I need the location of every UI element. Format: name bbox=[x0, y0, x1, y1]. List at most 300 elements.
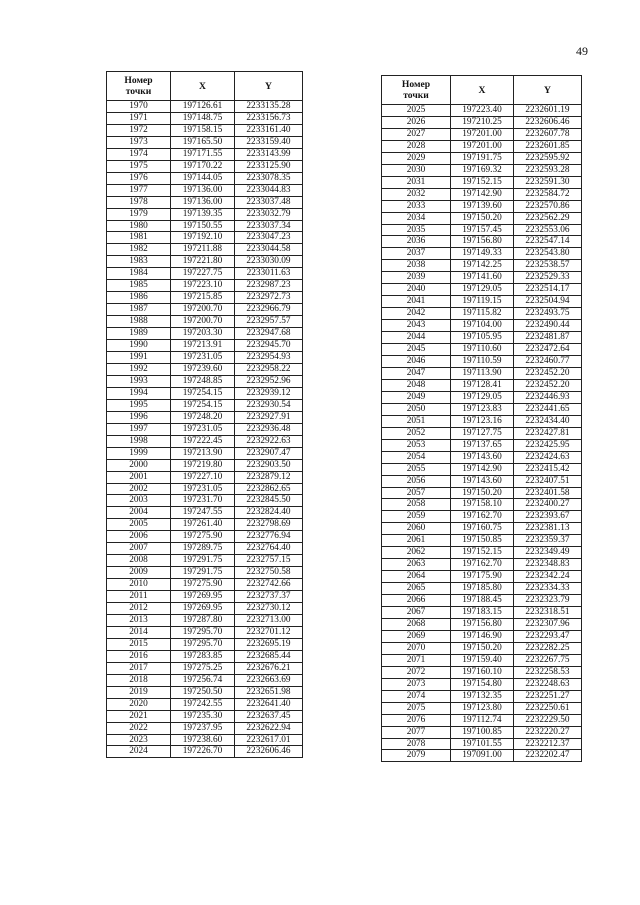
cell-y: 2232282.25 bbox=[514, 642, 582, 654]
cell-x: 197150.20 bbox=[451, 212, 514, 224]
cell-point-number: 1990 bbox=[107, 340, 171, 352]
cell-point-number: 2078 bbox=[382, 738, 451, 750]
cell-x: 197211.88 bbox=[171, 244, 235, 256]
table-row bbox=[107, 734, 303, 746]
table-row bbox=[382, 750, 582, 762]
table-row bbox=[382, 678, 582, 690]
cell-x: 197295.70 bbox=[171, 638, 235, 650]
cell-y: 2232776.94 bbox=[235, 531, 303, 543]
cell-x: 197248.85 bbox=[171, 375, 235, 387]
cell-x: 197283.85 bbox=[171, 650, 235, 662]
cell-point-number: 2022 bbox=[107, 722, 171, 734]
cell-x: 197119.15 bbox=[451, 296, 514, 308]
cell-y: 2232637.45 bbox=[235, 710, 303, 722]
table-row bbox=[107, 232, 303, 244]
cell-x: 197160.75 bbox=[451, 523, 514, 535]
cell-point-number: 1977 bbox=[107, 184, 171, 196]
cell-y: 2232452.20 bbox=[514, 367, 582, 379]
table-row bbox=[107, 459, 303, 471]
header-point-number: Номер точки bbox=[107, 72, 171, 101]
cell-x: 197192.10 bbox=[171, 232, 235, 244]
cell-point-number: 1985 bbox=[107, 280, 171, 292]
cell-x: 197101.55 bbox=[451, 738, 514, 750]
cell-x: 197201.00 bbox=[451, 128, 514, 140]
cell-y: 2232425.95 bbox=[514, 439, 582, 451]
table-row bbox=[107, 746, 303, 758]
table-row bbox=[107, 626, 303, 638]
cell-y: 2232903.50 bbox=[235, 459, 303, 471]
cell-x: 197105.95 bbox=[451, 332, 514, 344]
cell-x: 197235.30 bbox=[171, 710, 235, 722]
table-row bbox=[107, 638, 303, 650]
table-row bbox=[107, 507, 303, 519]
cell-point-number: 2065 bbox=[382, 583, 451, 595]
cell-x: 197128.41 bbox=[451, 379, 514, 391]
cell-point-number: 2057 bbox=[382, 487, 451, 499]
cell-x: 197156.80 bbox=[451, 618, 514, 630]
table-row bbox=[107, 184, 303, 196]
cell-point-number: 2070 bbox=[382, 642, 451, 654]
table-row bbox=[382, 595, 582, 607]
cell-y: 2232393.67 bbox=[514, 511, 582, 523]
table-row bbox=[382, 583, 582, 595]
cell-y: 2233125.90 bbox=[235, 160, 303, 172]
cell-y: 2232427.81 bbox=[514, 427, 582, 439]
table-row bbox=[107, 268, 303, 280]
table-row bbox=[107, 698, 303, 710]
cell-x: 197158.10 bbox=[451, 499, 514, 511]
cell-point-number: 2041 bbox=[382, 296, 451, 308]
cell-x: 197256.74 bbox=[171, 674, 235, 686]
cell-point-number: 1973 bbox=[107, 136, 171, 148]
cell-point-number: 2038 bbox=[382, 260, 451, 272]
cell-x: 197175.90 bbox=[451, 571, 514, 583]
cell-y: 2232862.65 bbox=[235, 483, 303, 495]
cell-point-number: 2007 bbox=[107, 543, 171, 555]
table-row bbox=[382, 344, 582, 356]
table-row bbox=[107, 722, 303, 734]
table-row bbox=[382, 607, 582, 619]
cell-point-number: 1971 bbox=[107, 112, 171, 124]
table-row bbox=[382, 475, 582, 487]
cell-y: 2232676.21 bbox=[235, 662, 303, 674]
table-row bbox=[107, 662, 303, 674]
cell-y: 2232323.79 bbox=[514, 595, 582, 607]
cell-y: 2232622.94 bbox=[235, 722, 303, 734]
cell-point-number: 2069 bbox=[382, 630, 451, 642]
cell-y: 2232493.75 bbox=[514, 308, 582, 320]
cell-point-number: 2042 bbox=[382, 308, 451, 320]
cell-y: 2232514.17 bbox=[514, 284, 582, 296]
table-row bbox=[107, 112, 303, 124]
cell-x: 197160.10 bbox=[451, 666, 514, 678]
cell-point-number: 2003 bbox=[107, 495, 171, 507]
cell-point-number: 2043 bbox=[382, 320, 451, 332]
cell-x: 197269.95 bbox=[171, 591, 235, 603]
cell-x: 197123.16 bbox=[451, 415, 514, 427]
cell-x: 197231.05 bbox=[171, 352, 235, 364]
table-row bbox=[382, 451, 582, 463]
cell-y: 2233161.40 bbox=[235, 124, 303, 136]
cell-y: 2232543.80 bbox=[514, 248, 582, 260]
table-row bbox=[107, 256, 303, 268]
table-row bbox=[107, 363, 303, 375]
cell-point-number: 2004 bbox=[107, 507, 171, 519]
table-row bbox=[107, 471, 303, 483]
cell-x: 197162.70 bbox=[451, 511, 514, 523]
cell-point-number: 1997 bbox=[107, 423, 171, 435]
cell-x: 197291.75 bbox=[171, 555, 235, 567]
table-row bbox=[382, 320, 582, 332]
cell-point-number: 2058 bbox=[382, 499, 451, 511]
table-row bbox=[382, 738, 582, 750]
cell-point-number: 2020 bbox=[107, 698, 171, 710]
cell-point-number: 2030 bbox=[382, 164, 451, 176]
cell-point-number: 1982 bbox=[107, 244, 171, 256]
cell-x: 197200.70 bbox=[171, 316, 235, 328]
table-row bbox=[382, 415, 582, 427]
cell-x: 197152.15 bbox=[451, 176, 514, 188]
cell-y: 2232757.15 bbox=[235, 555, 303, 567]
cell-point-number: 1976 bbox=[107, 172, 171, 184]
cell-y: 2232202.47 bbox=[514, 750, 582, 762]
cell-y: 2232267.75 bbox=[514, 654, 582, 666]
cell-point-number: 1975 bbox=[107, 160, 171, 172]
table-row bbox=[107, 519, 303, 531]
cell-x: 197139.60 bbox=[451, 200, 514, 212]
cell-x: 197142.90 bbox=[451, 188, 514, 200]
cell-x: 197113.90 bbox=[451, 367, 514, 379]
table-row bbox=[382, 105, 582, 117]
table-row bbox=[107, 352, 303, 364]
cell-point-number: 2001 bbox=[107, 471, 171, 483]
cell-y: 2232595.92 bbox=[514, 152, 582, 164]
cell-point-number: 2056 bbox=[382, 475, 451, 487]
cell-point-number: 1972 bbox=[107, 124, 171, 136]
table-row bbox=[107, 160, 303, 172]
cell-y: 2232607.78 bbox=[514, 128, 582, 140]
cell-y: 2233032.79 bbox=[235, 208, 303, 220]
table-row bbox=[107, 304, 303, 316]
cell-y: 2233135.28 bbox=[235, 101, 303, 113]
table-row bbox=[107, 136, 303, 148]
cell-point-number: 2015 bbox=[107, 638, 171, 650]
cell-y: 2232460.77 bbox=[514, 356, 582, 368]
table-row bbox=[107, 483, 303, 495]
cell-point-number: 1980 bbox=[107, 220, 171, 232]
table-row bbox=[382, 367, 582, 379]
table-row bbox=[382, 523, 582, 535]
cell-x: 197239.60 bbox=[171, 363, 235, 375]
cell-y: 2232958.22 bbox=[235, 363, 303, 375]
table-row bbox=[382, 224, 582, 236]
cell-x: 197226.70 bbox=[171, 746, 235, 758]
cell-y: 2232591.30 bbox=[514, 176, 582, 188]
cell-point-number: 2035 bbox=[382, 224, 451, 236]
cell-x: 197091.00 bbox=[451, 750, 514, 762]
cell-point-number: 2032 bbox=[382, 188, 451, 200]
table-row bbox=[382, 726, 582, 738]
cell-point-number: 1986 bbox=[107, 292, 171, 304]
cell-x: 197275.25 bbox=[171, 662, 235, 674]
cell-x: 197159.40 bbox=[451, 654, 514, 666]
cell-point-number: 2079 bbox=[382, 750, 451, 762]
cell-point-number: 2033 bbox=[382, 200, 451, 212]
table-row bbox=[382, 188, 582, 200]
table-row bbox=[107, 435, 303, 447]
cell-y: 2232446.93 bbox=[514, 391, 582, 403]
cell-y: 2232606.46 bbox=[235, 746, 303, 758]
table-row bbox=[107, 531, 303, 543]
table-row bbox=[107, 244, 303, 256]
cell-point-number: 2076 bbox=[382, 714, 451, 726]
cell-point-number: 2027 bbox=[382, 128, 451, 140]
cell-y: 2232359.37 bbox=[514, 535, 582, 547]
cell-x: 197139.35 bbox=[171, 208, 235, 220]
cell-y: 2232730.12 bbox=[235, 603, 303, 615]
cell-y: 2232954.93 bbox=[235, 352, 303, 364]
cell-y: 2232601.19 bbox=[514, 105, 582, 117]
table-row bbox=[107, 375, 303, 387]
cell-x: 197231.05 bbox=[171, 423, 235, 435]
table-row bbox=[107, 280, 303, 292]
cell-x: 197148.75 bbox=[171, 112, 235, 124]
cell-x: 197227.10 bbox=[171, 471, 235, 483]
cell-y: 2232553.06 bbox=[514, 224, 582, 236]
cell-x: 197149.33 bbox=[451, 248, 514, 260]
cell-x: 197242.55 bbox=[171, 698, 235, 710]
cell-point-number: 2040 bbox=[382, 284, 451, 296]
cell-y: 2232452.20 bbox=[514, 379, 582, 391]
cell-point-number: 1989 bbox=[107, 328, 171, 340]
cell-point-number: 2014 bbox=[107, 626, 171, 638]
cell-x: 197162.70 bbox=[451, 559, 514, 571]
cell-x: 197142.90 bbox=[451, 463, 514, 475]
cell-y: 2232229.50 bbox=[514, 714, 582, 726]
cell-y: 2232407.51 bbox=[514, 475, 582, 487]
cell-x: 197110.59 bbox=[451, 356, 514, 368]
table-row bbox=[382, 487, 582, 499]
cell-x: 197150.20 bbox=[451, 642, 514, 654]
cell-x: 197129.05 bbox=[451, 391, 514, 403]
table-row bbox=[382, 463, 582, 475]
cell-point-number: 2063 bbox=[382, 559, 451, 571]
cell-x: 197191.75 bbox=[451, 152, 514, 164]
cell-x: 197261.40 bbox=[171, 519, 235, 531]
table-row bbox=[382, 571, 582, 583]
cell-point-number: 2045 bbox=[382, 344, 451, 356]
table-row bbox=[107, 340, 303, 352]
table-row bbox=[382, 547, 582, 559]
cell-y: 2232248.63 bbox=[514, 678, 582, 690]
cell-point-number: 2006 bbox=[107, 531, 171, 543]
cell-y: 2232701.12 bbox=[235, 626, 303, 638]
table-row bbox=[382, 666, 582, 678]
cell-point-number: 1993 bbox=[107, 375, 171, 387]
cell-y: 2232529.33 bbox=[514, 272, 582, 284]
cell-y: 2232907.47 bbox=[235, 447, 303, 459]
header-x: X bbox=[451, 76, 514, 105]
cell-point-number: 2052 bbox=[382, 427, 451, 439]
cell-y: 2233143.99 bbox=[235, 148, 303, 160]
table-row bbox=[107, 495, 303, 507]
cell-y: 2232424.63 bbox=[514, 451, 582, 463]
table-row bbox=[107, 614, 303, 626]
cell-x: 197126.61 bbox=[171, 101, 235, 113]
cell-point-number: 2054 bbox=[382, 451, 451, 463]
cell-y: 2232922.63 bbox=[235, 435, 303, 447]
cell-y: 2232293.47 bbox=[514, 630, 582, 642]
cell-point-number: 2025 bbox=[382, 105, 451, 117]
cell-point-number: 1996 bbox=[107, 411, 171, 423]
cell-x: 197141.60 bbox=[451, 272, 514, 284]
table-row bbox=[382, 654, 582, 666]
table-row bbox=[382, 499, 582, 511]
cell-x: 197150.55 bbox=[171, 220, 235, 232]
cell-point-number: 1991 bbox=[107, 352, 171, 364]
cell-x: 197213.90 bbox=[171, 447, 235, 459]
cell-y: 2232538.57 bbox=[514, 260, 582, 272]
cell-y: 2232879.12 bbox=[235, 471, 303, 483]
cell-point-number: 1987 bbox=[107, 304, 171, 316]
cell-point-number: 1974 bbox=[107, 148, 171, 160]
table-row bbox=[107, 148, 303, 160]
cell-point-number: 1979 bbox=[107, 208, 171, 220]
cell-y: 2232584.72 bbox=[514, 188, 582, 200]
cell-x: 197146.90 bbox=[451, 630, 514, 642]
table-row bbox=[107, 220, 303, 232]
cell-point-number: 2026 bbox=[382, 116, 451, 128]
cell-x: 197275.90 bbox=[171, 531, 235, 543]
cell-y: 2232415.42 bbox=[514, 463, 582, 475]
cell-y: 2232750.58 bbox=[235, 567, 303, 579]
cell-point-number: 2064 bbox=[382, 571, 451, 583]
cell-point-number: 2012 bbox=[107, 603, 171, 615]
table-row bbox=[107, 387, 303, 399]
cell-x: 197115.82 bbox=[451, 308, 514, 320]
cell-point-number: 2029 bbox=[382, 152, 451, 164]
cell-point-number: 2068 bbox=[382, 618, 451, 630]
cell-x: 197143.60 bbox=[451, 475, 514, 487]
cell-point-number: 2044 bbox=[382, 332, 451, 344]
cell-x: 197200.70 bbox=[171, 304, 235, 316]
cell-y: 2232504.94 bbox=[514, 296, 582, 308]
cell-y: 2232318.51 bbox=[514, 607, 582, 619]
table-row bbox=[382, 356, 582, 368]
cell-x: 197150.85 bbox=[451, 535, 514, 547]
cell-point-number: 2005 bbox=[107, 519, 171, 531]
table-row bbox=[382, 511, 582, 523]
cell-point-number: 2074 bbox=[382, 690, 451, 702]
cell-x: 197154.80 bbox=[451, 678, 514, 690]
table-row bbox=[107, 710, 303, 722]
cell-y: 2233047.23 bbox=[235, 232, 303, 244]
table-row bbox=[382, 714, 582, 726]
table-row bbox=[107, 447, 303, 459]
header-y: Y bbox=[514, 76, 582, 105]
table-row bbox=[382, 296, 582, 308]
cell-y: 2232972.73 bbox=[235, 292, 303, 304]
cell-x: 197275.90 bbox=[171, 579, 235, 591]
cell-point-number: 2049 bbox=[382, 391, 451, 403]
table-row bbox=[382, 128, 582, 140]
cell-y: 2232764.40 bbox=[235, 543, 303, 555]
cell-y: 2233030.09 bbox=[235, 256, 303, 268]
cell-point-number: 2018 bbox=[107, 674, 171, 686]
cell-y: 2233037.34 bbox=[235, 220, 303, 232]
cell-y: 2233159.40 bbox=[235, 136, 303, 148]
cell-point-number: 2048 bbox=[382, 379, 451, 391]
table-row bbox=[382, 559, 582, 571]
cell-x: 197137.65 bbox=[451, 439, 514, 451]
cell-point-number: 1988 bbox=[107, 316, 171, 328]
cell-point-number: 2039 bbox=[382, 272, 451, 284]
cell-y: 2233011.63 bbox=[235, 268, 303, 280]
table-row bbox=[382, 535, 582, 547]
table-row bbox=[107, 650, 303, 662]
cell-x: 197247.55 bbox=[171, 507, 235, 519]
cell-point-number: 2066 bbox=[382, 595, 451, 607]
cell-point-number: 2061 bbox=[382, 535, 451, 547]
table-row bbox=[382, 176, 582, 188]
cell-y: 2233037.48 bbox=[235, 196, 303, 208]
cell-y: 2232713.00 bbox=[235, 614, 303, 626]
cell-x: 197223.40 bbox=[451, 105, 514, 117]
cell-y: 2232220.27 bbox=[514, 726, 582, 738]
cell-point-number: 2028 bbox=[382, 140, 451, 152]
cell-y: 2232401.58 bbox=[514, 487, 582, 499]
cell-y: 2232490.44 bbox=[514, 320, 582, 332]
cell-y: 2232562.29 bbox=[514, 212, 582, 224]
table-row bbox=[107, 674, 303, 686]
cell-point-number: 2021 bbox=[107, 710, 171, 722]
cell-y: 2232400.27 bbox=[514, 499, 582, 511]
cell-point-number: 1981 bbox=[107, 232, 171, 244]
cell-point-number: 2067 bbox=[382, 607, 451, 619]
cell-y: 2232212.37 bbox=[514, 738, 582, 750]
header-point-number: Номер точки bbox=[382, 76, 451, 105]
cell-x: 197143.60 bbox=[451, 451, 514, 463]
table-row bbox=[382, 403, 582, 415]
cell-point-number: 2002 bbox=[107, 483, 171, 495]
table-row bbox=[382, 642, 582, 654]
cell-x: 197227.75 bbox=[171, 268, 235, 280]
cell-x: 197237.95 bbox=[171, 722, 235, 734]
cell-x: 197123.80 bbox=[451, 702, 514, 714]
cell-y: 2232957.57 bbox=[235, 316, 303, 328]
cell-y: 2232251.27 bbox=[514, 690, 582, 702]
cell-y: 2232945.70 bbox=[235, 340, 303, 352]
table-row bbox=[107, 603, 303, 615]
cell-point-number: 2053 bbox=[382, 439, 451, 451]
cell-point-number: 2075 bbox=[382, 702, 451, 714]
cell-x: 197295.70 bbox=[171, 626, 235, 638]
cell-y: 2232936.48 bbox=[235, 423, 303, 435]
cell-point-number: 2059 bbox=[382, 511, 451, 523]
cell-point-number: 2072 bbox=[382, 666, 451, 678]
table-row bbox=[382, 439, 582, 451]
cell-y: 2232641.40 bbox=[235, 698, 303, 710]
cell-x: 197238.60 bbox=[171, 734, 235, 746]
cell-y: 2232685.44 bbox=[235, 650, 303, 662]
cell-x: 197254.15 bbox=[171, 399, 235, 411]
cell-y: 2232651.98 bbox=[235, 686, 303, 698]
cell-x: 197215.85 bbox=[171, 292, 235, 304]
table-row bbox=[107, 328, 303, 340]
table-row bbox=[382, 260, 582, 272]
cell-x: 197201.00 bbox=[451, 140, 514, 152]
cell-y: 2232334.33 bbox=[514, 583, 582, 595]
